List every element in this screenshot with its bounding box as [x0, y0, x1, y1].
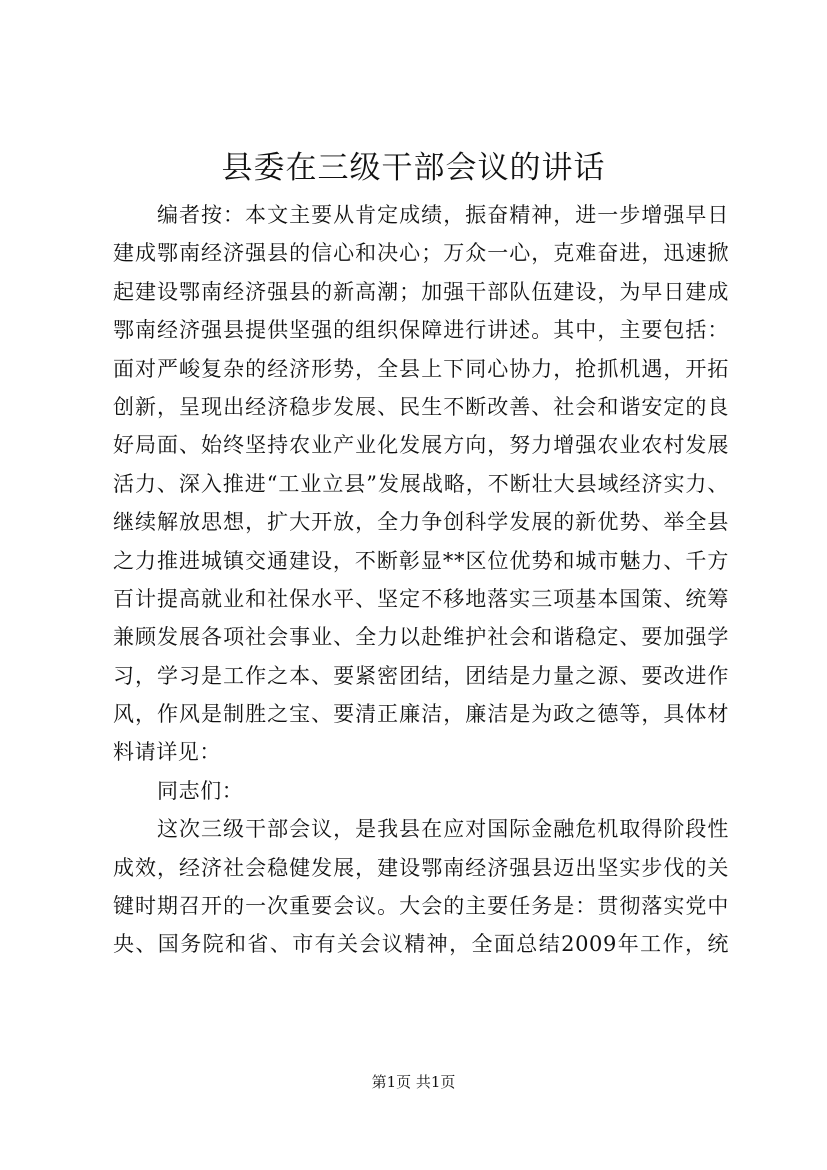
greeting: 同志们： [157, 778, 244, 803]
editor-note-line: 好局面、始终坚持农业产业化发展方向，努力增强农业农村发展 [113, 433, 729, 458]
speech-line: 央、国务院和省、市有关会议精神，全面总结2009年工作，统 [113, 932, 729, 957]
editor-note-line: 鄂南经济强县提供坚强的组织保障进行讲述。其中，主要包括： [113, 318, 729, 343]
editor-note-line: 编者按：本文主要从肯定成绩，振奋精神，进一步增强早日 [157, 203, 729, 227]
editor-note-line: 起建设鄂南经济强县的新高潮；加强干部队伍建设，为早日建成 [113, 279, 729, 304]
editor-note-line: 继续解放思想，扩大开放，全力争创科学发展的新优势、举全县 [113, 510, 729, 535]
editor-note-line: 面对严峻复杂的经济形势，全县上下同心协力，抢抓机遇，开拓 [113, 356, 729, 381]
editor-note-line: 兼顾发展各项社会事业、全力以赴维护社会和谐稳定、要加强学 [113, 625, 729, 650]
editor-note-line: 习，学习是工作之本、要紧密团结，团结是力量之源、要改进作 [113, 663, 729, 688]
page-footer: 第1页 共1页 [371, 1073, 456, 1091]
editor-note-line: 百计提高就业和社保水平、坚定不移地落实三项基本国策、统筹 [113, 586, 729, 611]
speech-line: 键时期召开的一次重要会议。大会的主要任务是：贯彻落实党中 [113, 894, 729, 919]
editor-note-line: 创新，呈现出经济稳步发展、民生不断改善、社会和谐安定的良 [113, 394, 729, 419]
editor-note-line: 料请详见： [113, 740, 221, 765]
document-title: 县委在三级干部会议的讲话 [221, 150, 606, 186]
editor-note-line: 活力、深入推进“工业立县”发展战略，不断壮大县域经济实力、 [113, 471, 729, 496]
editor-note-line: 风，作风是制胜之宝、要清正廉洁，廉洁是为政之德等，具体材 [113, 702, 729, 727]
speech-line: 成效，经济社会稳健发展，建设鄂南经济强县迈出坚实步伐的关 [113, 855, 729, 880]
editor-note-line: 之力推进城镇交通建设，不断彰显**区位优势和城市魅力、千方 [113, 548, 729, 573]
document-body [113, 196, 729, 964]
editor-note-line: 建成鄂南经济强县的信心和决心；万众一心，克难奋进，迅速掀 [113, 241, 729, 266]
speech-line: 这次三级干部会议，是我县在应对国际金融危机取得阶段性 [157, 817, 729, 842]
